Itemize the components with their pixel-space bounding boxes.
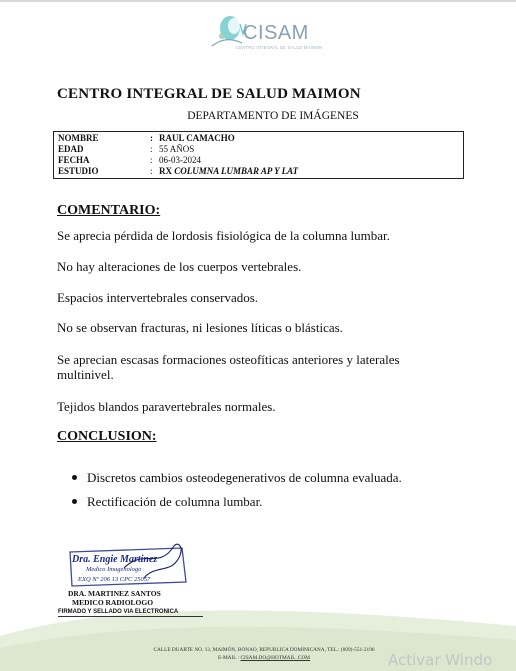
stamp-name: Dra. Engie Martinez bbox=[72, 554, 158, 565]
signer-role: MEDICO RADIOLOGO bbox=[72, 598, 154, 607]
patient-study-label: ESTUDIO bbox=[58, 166, 99, 176]
list-item: Discretos cambios osteodegenerativos de columna evaluada. bbox=[70, 470, 402, 485]
comment-paragraph: Tejidos blandos paravertebrales normales. bbox=[57, 399, 276, 414]
patient-date-label: FECHA bbox=[58, 155, 90, 165]
signature-note: FIRMADO Y SELLADO VIA ELECTRONICA bbox=[58, 609, 179, 615]
list-item: Rectificación de columna lumbar. bbox=[70, 494, 402, 509]
patient-name-label: NOMBRE bbox=[58, 133, 99, 143]
bullet-icon bbox=[72, 475, 77, 480]
comment-paragraph: Espacios intervertebrales conservados. bbox=[57, 290, 259, 305]
patient-study-row: ESTUDIO : RX COLUMNA LUMBAR AP Y LAT bbox=[58, 166, 299, 176]
signature-underline bbox=[58, 616, 203, 617]
patient-age-row: EDAD : 55 AÑOS bbox=[58, 144, 195, 154]
patient-date-value: 06-03-2024 bbox=[159, 155, 201, 165]
patient-info-box bbox=[53, 131, 464, 179]
conclusion-list bbox=[70, 470, 402, 518]
study-prefix: RX bbox=[159, 166, 172, 176]
patient-date-row: FECHA : 06-03-2024 bbox=[58, 155, 201, 165]
conclusion-heading: CONCLUSION: bbox=[57, 429, 157, 444]
logo-word: CISAM bbox=[243, 22, 309, 44]
patient-age-label: EDAD bbox=[58, 144, 84, 154]
patient-name-value: RAUL CAMACHO bbox=[159, 133, 235, 143]
patient-age-value: 55 AÑOS bbox=[159, 144, 195, 154]
comment-paragraph: Se aprecia pérdida de lordosis fisiológica de la columna lumbar. bbox=[57, 228, 390, 243]
footer-email-label: E-MAIL : bbox=[217, 655, 240, 661]
cisam-logo bbox=[208, 12, 323, 52]
study-value: COLUMNA LUMBAR AP Y LAT bbox=[174, 166, 299, 176]
stamp-id: EXQ Nº 206 13 CPC 25057 bbox=[78, 576, 151, 583]
comment-paragraph: No hay alteraciones de los cuerpos vertebrales. bbox=[57, 259, 302, 274]
footer-address: CALLE DUARTE NO. 13, MAIMÓN, BONAO, REPUBLICA DOMINICANA, TEL.: (809)-551-2196 bbox=[153, 647, 375, 653]
comment-paragraph: Se aprecian escasas formaciones osteofíticas anteriores y laterales multinivel. bbox=[57, 352, 400, 382]
activation-watermark: Activar Windo bbox=[388, 651, 493, 669]
signature-stamp bbox=[64, 540, 194, 588]
logo-subtitle: CENTRO INTEGRAL DE SALUD MAIMON bbox=[236, 45, 323, 50]
footer-email-link[interactable]: CISAM.DO@HOTMAIL .COM bbox=[240, 655, 311, 661]
department-title: DEPARTAMENTO DE IMÁGENES bbox=[187, 110, 359, 122]
comment-heading: COMENTARIO: bbox=[57, 203, 161, 218]
bullet-icon bbox=[72, 499, 77, 504]
comment-paragraph: No se observan fracturas, ni lesiones líticas o blásticas. bbox=[57, 320, 343, 335]
top-rule bbox=[0, 0, 516, 2]
signer-name: DRA. MARTINEZ SANTOS bbox=[68, 589, 161, 598]
patient-name-row: NOMBRE : RAUL CAMACHO bbox=[58, 133, 235, 143]
stamp-role: Medico Imagenologo bbox=[86, 566, 142, 573]
org-title: CENTRO INTEGRAL DE SALUD MAIMON bbox=[57, 86, 361, 102]
